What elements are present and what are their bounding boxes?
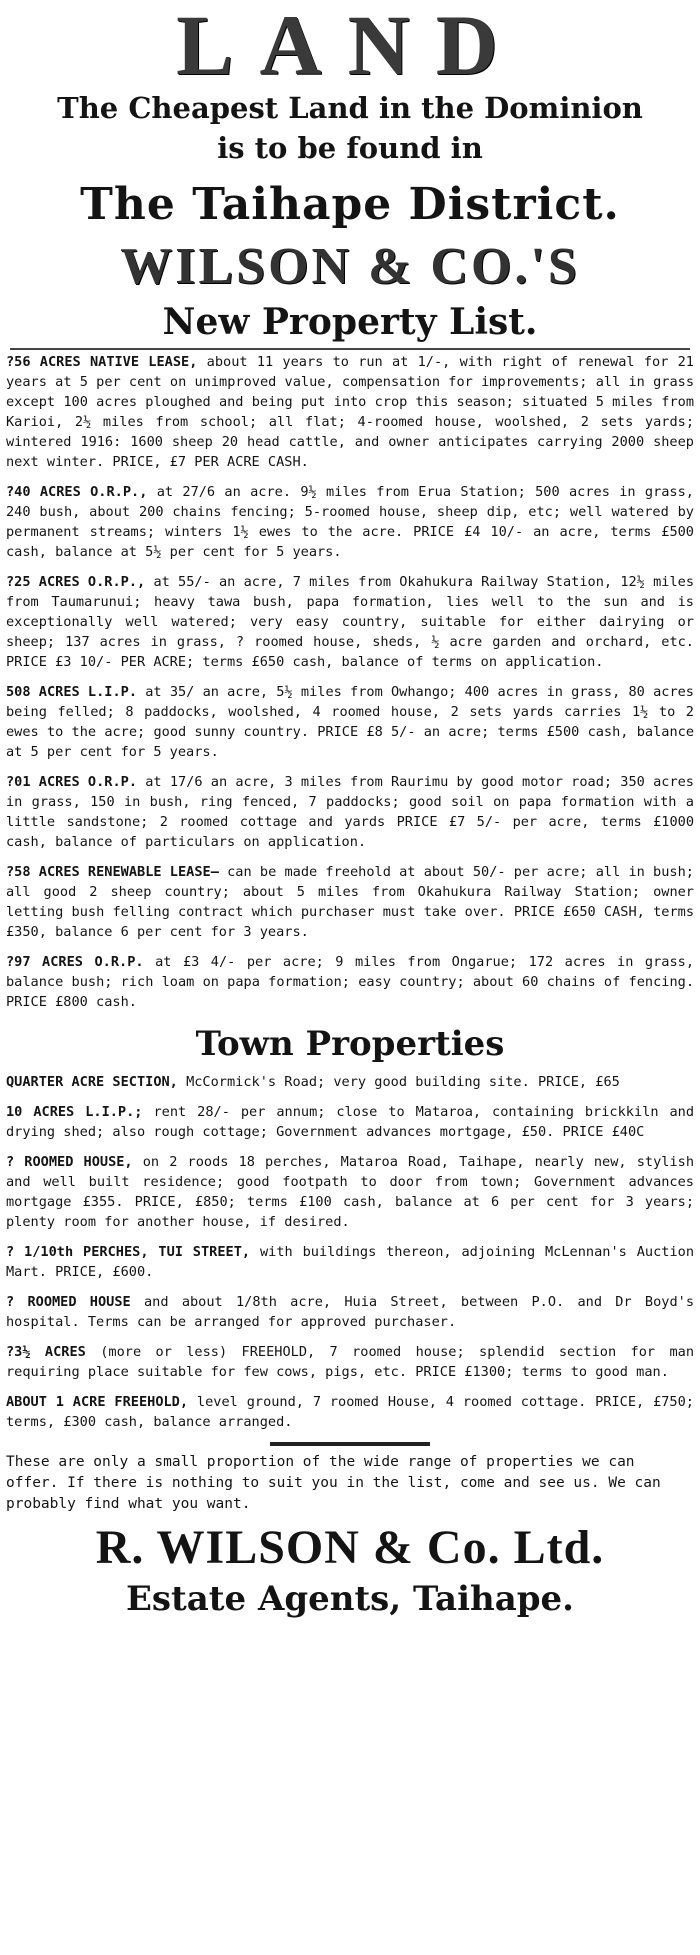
listing-lead: ?56 ACRES NATIVE LEASE, (6, 354, 198, 370)
listing-text: at 35/ an acre, 5½ miles from Owhango; 400 acres in grass, 80 acres being felled; 8 paddocks, woolshed, 4 roomed house, 2 sets yards carries 1½ to 2 ewes to the acre; good sunny country. PRICE £8 5/- an acre; terms £500 cash, balance at 5 per cent for 5 years. (6, 684, 694, 760)
listing-lead: 508 ACRES L.I.P. (6, 684, 138, 700)
listing (6, 352, 694, 472)
listing-lead: ? ROOMED HOUSE, (6, 1154, 133, 1170)
district-title: The Taihape District. (80, 179, 620, 230)
listing-lead: ?3½ ACRES (6, 1344, 86, 1360)
listing-text: at £3 4/- per acre; 9 miles from Ongarue; 172 acres in grass, balance bush; rich loam on papa formation; easy country; about 60 chains of fencing. PRICE £800 cash. (6, 954, 695, 1010)
listing-text: McCormick's Road; very good building site. PRICE, £65 (186, 1074, 620, 1090)
listing-lead: ?97 ACRES O.R.P. (6, 954, 144, 970)
listing-lead: ABOUT 1 ACRE FREEHOLD, (6, 1394, 189, 1410)
divider (10, 348, 690, 350)
listing-text: at 27/6 an acre. 9½ miles from Erua Station; 500 acres in grass, 240 bush, about 200 chains fencing; 5-roomed house, sheep dip, etc; well watered by permanent streams; winters 1½ ewes to the acre. PRICE £4 10/- an acre, terms £500 cash, balance at 5½ per cent for 5 years. (6, 484, 694, 560)
listing-lead: ?58 ACRES RENEWABLE LEASE— (6, 864, 219, 880)
subheadline-1: The Cheapest Land in the Dominion (57, 91, 643, 125)
town-listings (0, 1072, 700, 1432)
listing-lead: QUARTER ACRE SECTION, (6, 1074, 178, 1090)
subheadline-2: is to be found in (217, 131, 483, 165)
listing (6, 682, 694, 762)
property-list-title: New Property List. (162, 301, 538, 343)
listing-text: on 2 roods 18 perches, Mataroa Road, Taihape, nearly new, stylish and well built residence; good footpath to door from town; Government advances mortgage £355. PRICE, £850; terms £100 cash, balance at 6 per cent for 3 years; plenty room for another house, if desired. (6, 1154, 695, 1230)
town-listing (6, 1072, 694, 1092)
headline: LAND (176, 0, 524, 93)
closing-note: These are only a small proportion of the wide range of properties we can offer. If there is nothing to suit you in the list, come and see us. We can probably find what you want. (6, 1454, 661, 1512)
town-listing (6, 1152, 694, 1232)
listing-text: at 17/6 an acre, 3 miles from Raurimu by good motor road; 350 acres in grass, 150 in bush, ring fenced, 7 paddocks; good soil on papa formation with a little sandstone; 2 roomed cottage and yards PRICE £7 5/- per acre, terms £1000 cash, balance of particulars on application. (6, 774, 694, 850)
listing-lead: 10 ACRES L.I.P.; (6, 1104, 143, 1120)
listing (6, 952, 694, 1012)
listing-text: level ground, 7 roomed House, 4 roomed cottage. PRICE, £750; terms, £300 cash, balance arranged. (6, 1394, 694, 1430)
town-listing (6, 1242, 694, 1282)
listing (6, 862, 694, 942)
town-listing (6, 1342, 694, 1382)
listing-text: at 55/- an acre, 7 miles from Okahukura Railway Station, 12½ miles from Taumarunui; heavy tawa bush, papa formation, lies well to the sun and is exceptionally well watered; very easy country, suitable for either dairying or sheep; 137 acres in grass, ? roomed house, sheds, ½ acre garden and orchard, etc. PRICE £3 10/- PER ACRE; terms £650 cash, balance of terms on application. (6, 574, 695, 670)
listing-lead: ?01 ACRES O.R.P. (6, 774, 138, 790)
listing (6, 482, 694, 562)
divider (270, 1442, 430, 1446)
listing-text: can be made freehold at about 50/- per acre; all in bush; all good 2 sheep country; about 5 miles from Okahukura Railway Station; owner letting bush felling contract which purchaser must take over. PRICE £650 CASH, terms £350, balance 6 per cent for 3 years. (6, 864, 694, 940)
rural-listings (0, 352, 700, 1012)
listing (6, 572, 694, 672)
town-listing (6, 1102, 694, 1142)
listing-text: rent 28/- per annum; close to Mataroa, containing brickkiln and drying shed; also rough cottage; Government advances mortgage, £50. PRICE £40C (6, 1104, 695, 1140)
signature-name: R. WILSON & Co. Ltd. (95, 1521, 605, 1574)
listing-text: about 11 years to run at 1/-, with right of renewal for 21 years at 5 per cent on unimproved value, compensation for improvements; all in grass except 100 acres ploughed and being put into crop this season; situated 5 miles from Karioi, 2½ miles from school; all flat; 4-roomed house, woolshed, 2 sets yards; wintered 1916: 1600 sheep 20 head cattle, and owner anticipates carrying 2000 sheep next winter. PRICE, £7 PER ACRE CASH. (6, 354, 694, 470)
listing-lead: ?25 ACRES O.R.P., (6, 574, 146, 590)
listing-text: (more or less) FREEHOLD, 7 roomed house; splendid section for man requiring place suitable for few cows, pigs, etc. PRICE £1300; terms to good man. (6, 1344, 694, 1380)
listing-text: and about 1/8th acre, Huia Street, between P.O. and Dr Boyd's hospital. Terms can be arranged for approved purchaser. (6, 1294, 695, 1330)
listing (6, 772, 694, 852)
listing-lead: ? 1/10th PERCHES, TUI STREET, (6, 1244, 251, 1260)
signature-role: Estate Agents, Taihape. (126, 1579, 574, 1619)
town-properties-heading: Town Properties (195, 1024, 505, 1064)
listing-text: with buildings thereon, adjoining McLennan's Auction Mart. PRICE, £600. (6, 1244, 695, 1280)
listing-lead: ?40 ACRES O.R.P., (6, 484, 148, 500)
listing-lead: ? ROOMED HOUSE (6, 1294, 131, 1310)
town-listing (6, 1392, 694, 1432)
town-listing (6, 1292, 694, 1332)
firm-name: WILSON & CO.'S (120, 238, 580, 295)
